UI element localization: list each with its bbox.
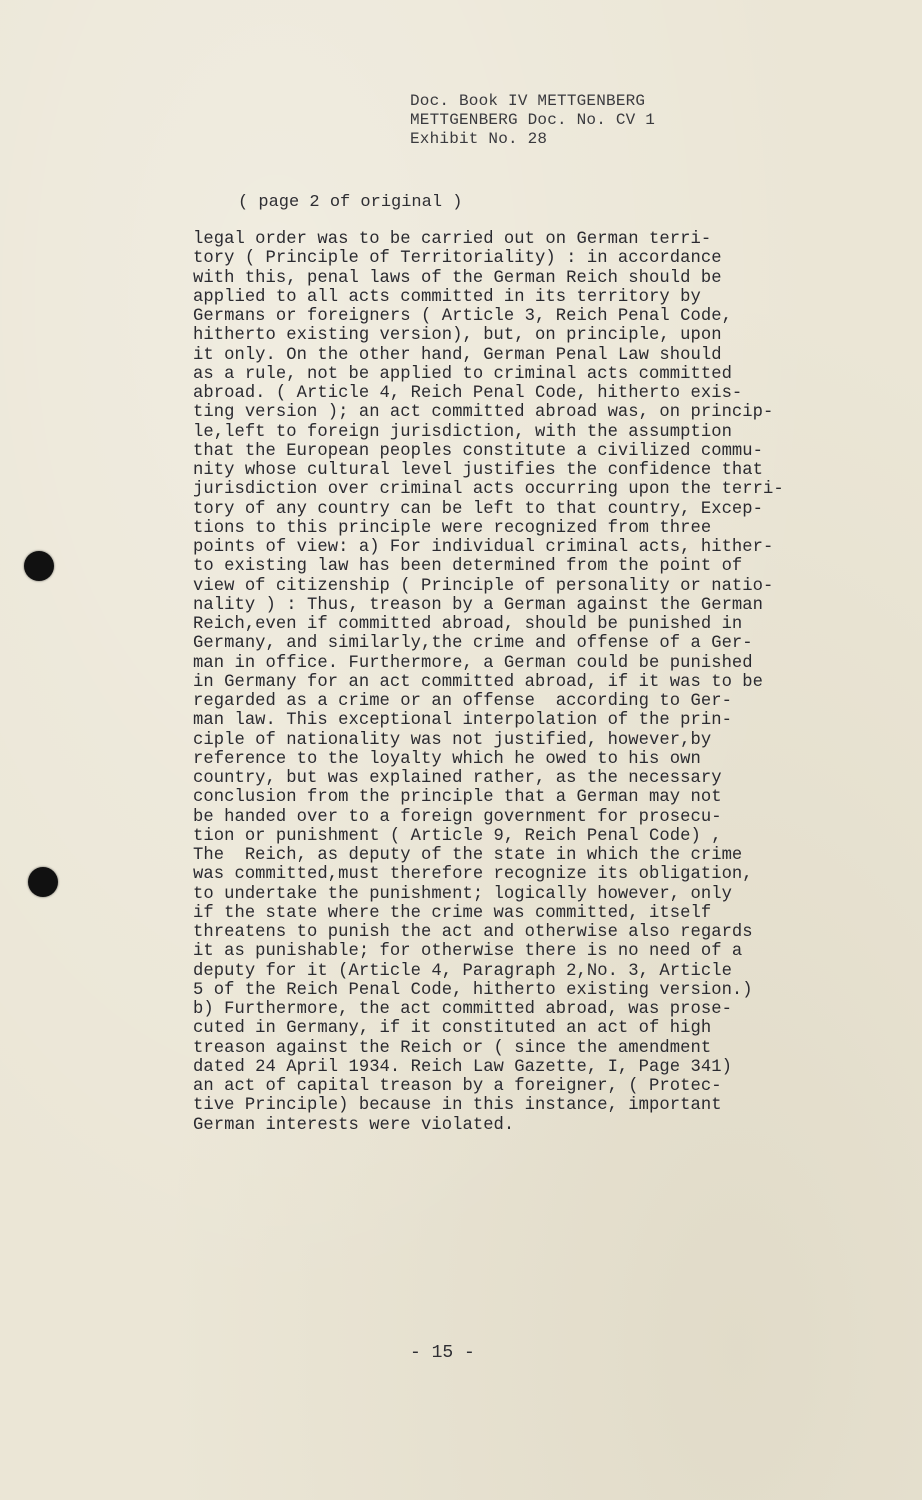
body-line: cuted in Germany, if it constituted an act of high [193,1019,712,1039]
body-line: Germany, and similarly,the crime and offense of a Ger- [193,634,753,654]
body-line: German interests were violated. [193,1115,515,1135]
body-line: dated 24 April 1934. Reich Law Gazette, I, Page 341) [193,1057,732,1077]
body-line: it as punishable; for otherwise there is no need of a [193,942,743,962]
body-line: points of view: a) For individual criminal acts, hither- [193,538,774,557]
header-exhibit-number: Exhibit No. 28 [410,130,548,148]
body-line: threatens to punish the act and otherwise also regards [193,923,753,942]
header-doc-book: Doc. Book IV METTGENBERG [410,92,646,110]
page-number: - 15 - [410,1343,475,1363]
body-line: as a rule, not be applied to criminal acts committed [193,364,732,384]
body-line: man in office. Furthermore, a German could be punished [193,653,753,673]
body-line: 5 of the Reich Penal Code, hitherto existing version.) [193,980,753,1000]
body-line: nality ) : Thus, treason by a German against the German [193,595,764,615]
body-line: jurisdiction over criminal acts occurring upon the terri- [193,480,784,500]
body-line: tions to this principle were recognized from three [193,518,712,538]
document-header [410,92,655,149]
body-line: an act of capital treason by a foreigner, ( Protec- [193,1077,722,1096]
body-line: reference to the loyalty which he owed to his own [193,749,701,769]
body-line: The Reich, as deputy of the state in which the crime [193,846,743,865]
body-line: Reich,even if committed abroad, should be punished in [193,615,743,634]
body-line: to existing law has been determined from the point of [193,557,743,577]
punch-hole-top [24,551,54,581]
body-line: to undertake the punishment; logically however, only [193,884,732,904]
body-line: b) Furthermore, the act committed abroad, was prose- [193,1000,732,1019]
body-line: deputy for it (Article 4, Paragraph 2,No. 3, Article [193,961,732,981]
body-line: view of citizenship ( Principle of personality or natio- [193,576,774,596]
body-line: it only. On the other hand, German Penal Law should [193,345,722,365]
body-line: regarded as a crime or an offense according to Ger- [193,692,732,711]
body-line: tive Principle) because in this instance, important [193,1096,722,1116]
body-line: tory ( Principle of Territoriality) : in accordance [193,249,722,269]
body-line: ciple of nationality was not justified, however,by [193,730,712,750]
body-line: man law. This exceptional interpolation of the prin- [193,711,732,731]
body-line: Germans or foreigners ( Article 3, Reich Penal Code, [193,307,732,326]
body-line: conclusion from the principle that a German may not [193,788,722,808]
body-line: be handed over to a foreign government for prosecu- [193,807,722,827]
body-text [193,230,853,1135]
body-line: tory of any country can be left to that country, Excep- [193,499,764,519]
body-line: abroad. ( Article 4, Reich Penal Code, hitherto exis- [193,384,743,403]
header-doc-number: METTGENBERG Doc. No. CV 1 [410,111,656,129]
body-line: hitherto existing version), but, on principle, upon [193,326,722,346]
body-line: treason against the Reich or ( since the amendment [193,1038,712,1058]
body-line: if the state where the crime was committed, itself [193,903,712,923]
body-line: ting version ); an act committed abroad was, on princip- [193,403,774,423]
body-line: applied to all acts committed in its territory by [193,287,701,307]
body-line: in Germany for an act committed abroad, if it was to be [193,672,764,692]
body-line: with this, penal laws of the German Reich should be [193,268,722,288]
body-line: nity whose cultural level justifies the confidence that [193,461,764,480]
body-line: tion or punishment ( Article 9, Reich Penal Code) , [193,826,722,846]
punch-hole-bottom [28,867,58,897]
body-line: country, but was explained rather, as the necessary [193,769,722,788]
page-reference: ( page 2 of original ) [238,193,463,212]
body-line: that the European peoples constitute a civilized commu- [193,441,764,461]
body-line: legal order was to be carried out on German terri- [193,230,712,249]
body-line: le,left to foreign jurisdiction, with the assumption [193,422,732,442]
body-line: was committed,must therefore recognize its obligation, [193,865,753,885]
